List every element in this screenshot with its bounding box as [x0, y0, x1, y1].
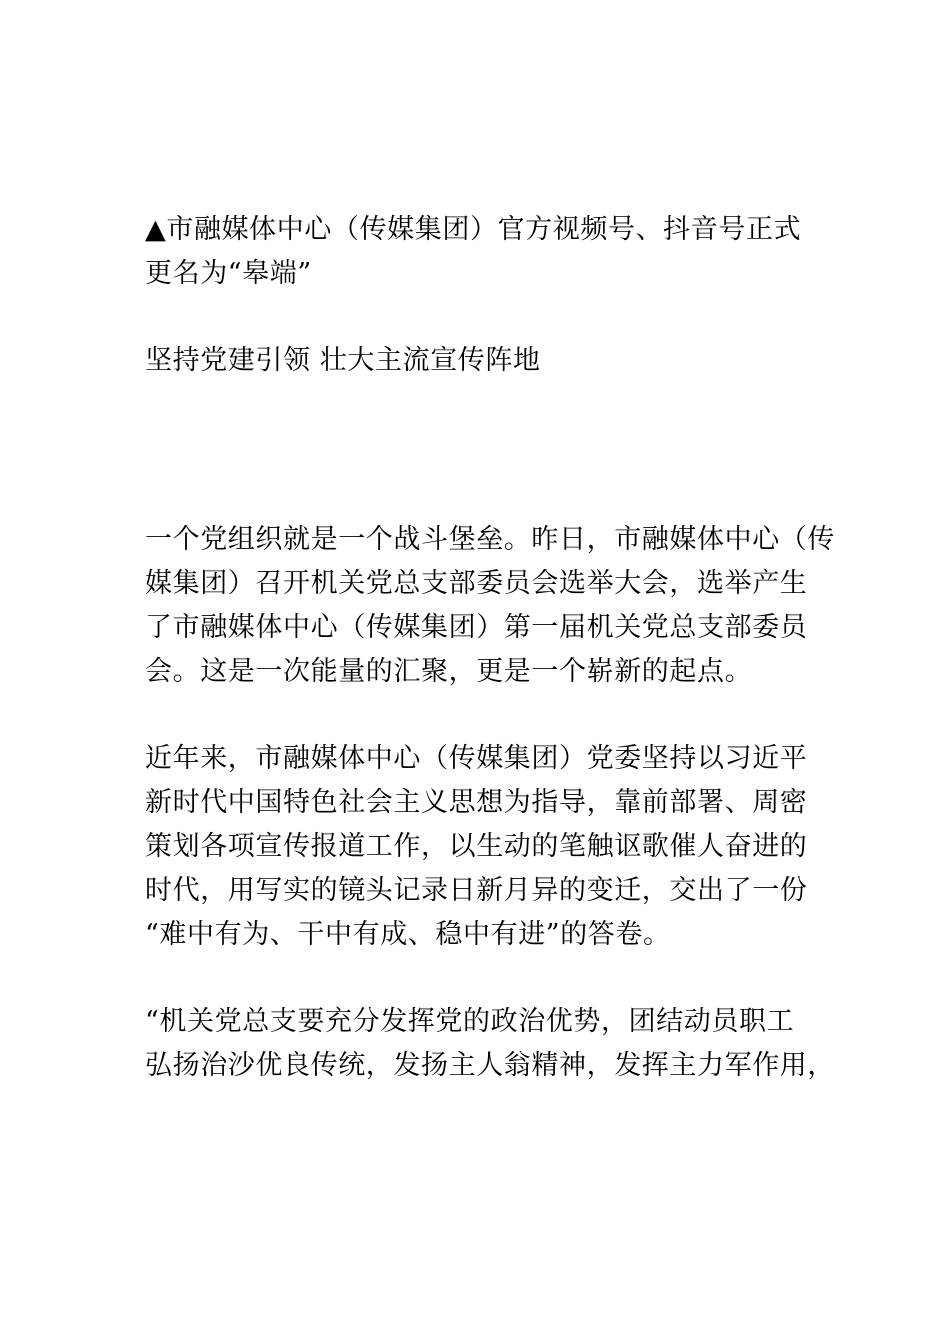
paragraph-line: 新时代中国特色社会主义思想为指导，靠前部署、周密: [145, 787, 808, 818]
paragraph-line: 时代，用写实的镜头记录日新月异的变迁，交出了一份: [145, 875, 808, 906]
paragraph-line: 会。这是一次能量的汇聚，更是一个崭新的起点。: [145, 656, 753, 687]
paragraph-line: 一个党组织就是一个战斗堡垒。昨日，市融媒体中心（传: [145, 524, 835, 555]
paragraph-line: 近年来，市融媒体中心（传媒集团）党委坚持以习近平: [145, 743, 808, 774]
paragraph-line: 媒集团）召开机关党总支部委员会选举大会，选举产生: [145, 568, 808, 599]
caption-line-1: ▲市融媒体中心（传媒集团）官方视频号、抖音号正式: [145, 214, 802, 245]
paragraph-line: 策划各项宣传报道工作，以生动的笔触讴歌催人奋进的: [145, 831, 808, 862]
caption-line-2: 更名为“皋端”: [145, 258, 312, 289]
section-subheading: 坚持党建引领 壮大主流宣传阵地: [145, 345, 541, 376]
paragraph-line: 弘扬治沙优良传统，发扬主人翁精神，发挥主力军作用，: [145, 1050, 835, 1081]
paragraph-line: “难中有为、干中有成、稳中有进”的答卷。: [145, 919, 671, 950]
paragraph-line: 了市融媒体中心（传媒集团）第一届机关党总支部委员: [145, 612, 808, 643]
paragraph-line: “机关党总支要充分发挥党的政治优势，团结动员职工: [145, 1006, 795, 1037]
